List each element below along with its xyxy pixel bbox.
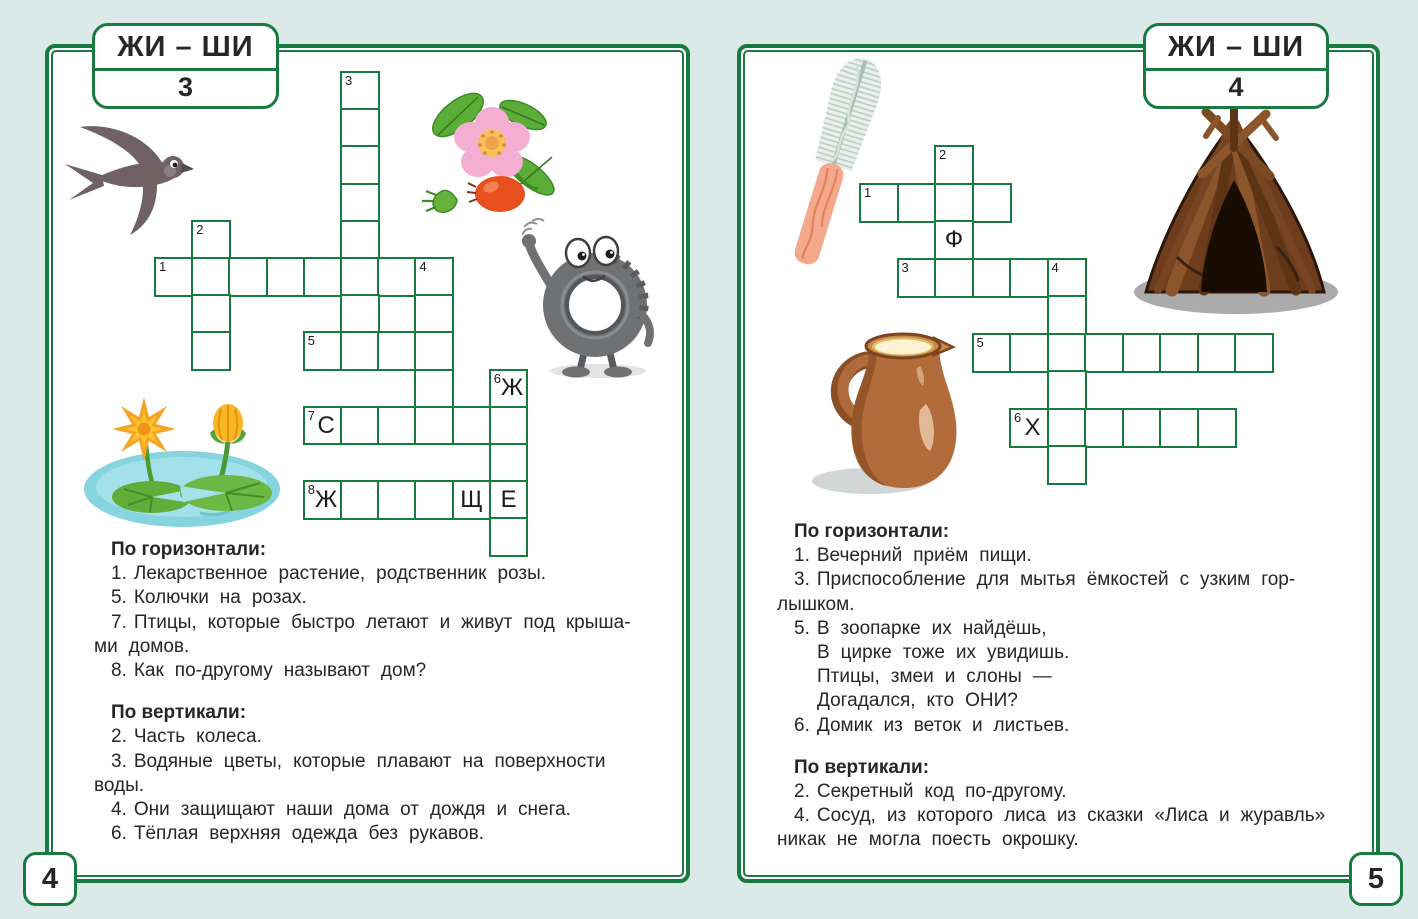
down-clues — [94, 725, 669, 846]
crossword-cell[interactable] — [859, 183, 899, 223]
crossword-cell[interactable] — [340, 294, 380, 334]
cell-number: 4 — [1051, 259, 1059, 275]
clue-line: Догадался, кто ОНИ? — [817, 690, 1018, 712]
clue-line: 8. Как по-другому называют дом? — [111, 660, 427, 682]
crossword-cell[interactable] — [340, 71, 380, 111]
crossword-cell[interactable] — [1159, 408, 1199, 448]
clue-line: 7. Птицы, которые быстро летают и живут под крыша- — [111, 611, 631, 633]
clue-number: 5. — [111, 587, 127, 609]
across-heading: По горизонтали: — [794, 521, 950, 542]
crossword-cell[interactable] — [340, 406, 380, 446]
clue-line: никак не могла поесть окрошку. — [777, 829, 1079, 851]
cell-letter: Щ — [460, 486, 483, 514]
lesson-title: ЖИ – ШИ — [1146, 26, 1326, 71]
crossword-cell[interactable] — [934, 220, 974, 260]
across-clues — [777, 544, 1362, 738]
cell-number: 7 — [307, 407, 316, 423]
puzzle-number: 3 — [177, 72, 194, 102]
crossword-cell[interactable] — [1047, 258, 1087, 298]
crossword-cell[interactable] — [1047, 370, 1087, 410]
crossword-cell[interactable] — [972, 183, 1012, 223]
cell-number: 2 — [939, 147, 947, 162]
clue-line: 1. Вечерний приём пищи. — [794, 545, 1032, 567]
cell-number: 5 — [976, 334, 984, 350]
crossword-cell[interactable] — [414, 257, 454, 297]
crossword-cell[interactable] — [1047, 333, 1087, 373]
clue-line: 1. Лекарственное растение, родственник розы. — [111, 563, 547, 585]
clue-number: 4. — [794, 805, 810, 827]
crossword-cell[interactable] — [934, 145, 974, 185]
crossword-cell[interactable] — [972, 333, 1012, 373]
clue-number: 5. — [794, 617, 810, 639]
stick-hut-illustration — [1118, 108, 1348, 318]
rosehip-flower-illustration — [420, 75, 560, 215]
cell-letter: Х — [1024, 413, 1041, 441]
crossword-cell[interactable] — [489, 443, 529, 483]
crossword-cell[interactable] — [303, 331, 343, 371]
lesson-tab-left — [92, 23, 279, 109]
clue-line: Птицы, змеи и слоны — — [817, 666, 1052, 688]
clue-number: 2. — [794, 781, 810, 803]
crossword-cell[interactable] — [414, 294, 454, 334]
crossword-cell[interactable] — [228, 257, 268, 297]
crossword-cell[interactable] — [1234, 333, 1274, 373]
crossword-cell[interactable] — [340, 220, 380, 260]
crossword-cell[interactable] — [1047, 445, 1087, 485]
crossword-cell[interactable] — [340, 145, 380, 185]
workbook-page-right — [737, 31, 1385, 895]
swift-bird-illustration — [60, 120, 290, 270]
crossword-cell[interactable] — [414, 369, 454, 409]
crossword-cell[interactable] — [414, 406, 454, 446]
crossword-cell[interactable] — [340, 108, 380, 148]
crossword-cell[interactable] — [489, 369, 529, 409]
clue-number: 1. — [111, 563, 127, 585]
crossword-cell[interactable] — [972, 258, 1012, 298]
crossword-cell[interactable] — [489, 406, 529, 446]
clue-line: В цирке тоже их увидишь. — [817, 642, 1070, 664]
crossword-cell[interactable] — [1009, 408, 1049, 448]
clue-line: воды. — [94, 774, 145, 796]
water-lilies-illustration — [80, 385, 285, 530]
down-clues — [777, 780, 1362, 853]
crossword-cell[interactable] — [1122, 333, 1162, 373]
crossword-cell[interactable] — [414, 480, 454, 520]
clue-number: 6. — [111, 823, 127, 845]
clue-number: 2. — [111, 726, 127, 748]
workbook-page-left — [41, 31, 690, 895]
crossword-cell[interactable] — [191, 257, 231, 297]
cell-number: 1 — [864, 184, 872, 200]
clue-number: 4. — [111, 799, 127, 821]
crossword-cell[interactable] — [1047, 295, 1087, 335]
down-heading: По вертикали: — [794, 756, 930, 778]
clue-line: 6. Домик из веток и листьев. — [794, 714, 1070, 736]
crossword-cell[interactable] — [303, 257, 343, 297]
crossword-cell[interactable] — [1009, 258, 1049, 298]
crossword-cell[interactable] — [340, 331, 380, 371]
cell-letter: Е — [500, 486, 517, 514]
crossword-cell[interactable] — [377, 257, 417, 297]
clue-line: 2. Секретный код по-другому. — [794, 781, 1067, 803]
clue-number: 3. — [794, 569, 810, 591]
crossword-cell[interactable] — [191, 220, 231, 260]
cell-number: 3 — [345, 73, 353, 88]
crossword-cell[interactable] — [452, 406, 492, 446]
crossword-cell[interactable] — [934, 183, 974, 223]
crossword-cell[interactable] — [303, 480, 343, 520]
crossword-cell[interactable] — [934, 258, 974, 298]
crossword-cell[interactable] — [377, 406, 417, 446]
clues-left — [94, 538, 669, 846]
crossword-cell[interactable] — [1159, 333, 1199, 373]
bottle-brush-illustration — [770, 50, 905, 275]
clue-number: 7. — [111, 611, 127, 633]
crossword-cell[interactable] — [266, 257, 306, 297]
lesson-tab-right — [1143, 23, 1329, 109]
tire-character-illustration — [522, 215, 667, 380]
cell-number: 6 — [1014, 409, 1022, 425]
cell-number: 6 — [493, 370, 502, 386]
crossword-cell[interactable] — [340, 480, 380, 520]
cell-letter: С — [317, 411, 335, 439]
crossword-cell[interactable] — [414, 331, 454, 371]
cell-number: 1 — [159, 259, 167, 274]
crossword-cell[interactable] — [1009, 333, 1049, 373]
crossword-cell[interactable] — [1122, 408, 1162, 448]
crossword-cell[interactable] — [1197, 333, 1237, 373]
page-number: 5 — [1349, 852, 1403, 906]
crossword-cell[interactable] — [1084, 408, 1124, 448]
clue-line: ми домов. — [94, 635, 190, 657]
crossword-cell[interactable] — [340, 183, 380, 223]
crossword-cell[interactable] — [303, 406, 343, 446]
clue-line: 3. Водяные цветы, которые плавают на поверхности — [111, 750, 606, 772]
crossword-cell[interactable] — [154, 257, 194, 297]
crossword-cell[interactable] — [1197, 408, 1237, 448]
clue-number: 6. — [794, 714, 810, 736]
clue-line: 5. Колючки на розах. — [111, 587, 307, 609]
page-number: 4 — [23, 852, 77, 906]
cell-number: 8 — [307, 482, 316, 498]
clue-line: 2. Часть колеса. — [111, 726, 262, 748]
puzzle-number: 4 — [1228, 72, 1244, 102]
crossword-cell[interactable] — [452, 480, 492, 520]
clue-line: 4. Сосуд, из которого лиса из сказки «Лиса и журавль» — [794, 805, 1326, 827]
cell-number: 4 — [419, 259, 427, 274]
cell-letter: Ж — [315, 486, 338, 514]
crossword-cell[interactable] — [377, 331, 417, 371]
cell-number: 5 — [307, 333, 316, 349]
crossword-cell[interactable] — [191, 331, 231, 371]
clue-number: 8. — [111, 660, 127, 682]
crossword-cell[interactable] — [191, 294, 231, 334]
across-clues — [94, 562, 669, 683]
clue-line: лышком. — [777, 593, 855, 615]
cell-number: 3 — [901, 259, 909, 275]
crossword-cell[interactable] — [340, 257, 380, 297]
clue-line: 3. Приспособление для мытья ёмкостей с узким гор- — [794, 569, 1296, 591]
across-heading: По горизонтали: — [111, 539, 267, 560]
crossword-cell[interactable] — [377, 480, 417, 520]
clay-jug-illustration — [808, 318, 963, 498]
clue-line: 4. Они защищают наши дома от дождя и снега. — [111, 799, 571, 821]
crossword-cell[interactable] — [489, 480, 529, 520]
down-heading: По вертикали: — [111, 702, 247, 724]
cell-number: 2 — [196, 221, 204, 237]
crossword-cell[interactable] — [897, 258, 937, 298]
clue-line: 6. Тёплая верхняя одежда без рукавов. — [111, 823, 485, 845]
crossword-cell[interactable] — [897, 183, 937, 223]
clues-right — [777, 520, 1362, 853]
clue-number: 1. — [794, 545, 810, 567]
crossword-cell[interactable] — [1084, 333, 1124, 373]
cell-letter: Ж — [501, 374, 524, 402]
cell-letter: Ф — [944, 226, 964, 253]
lesson-title: ЖИ – ШИ — [95, 26, 276, 71]
crossword-cell[interactable] — [1047, 408, 1087, 448]
clue-line: 5. В зоопарке их найдёшь, — [794, 617, 1047, 639]
clue-number: 3. — [111, 750, 127, 772]
